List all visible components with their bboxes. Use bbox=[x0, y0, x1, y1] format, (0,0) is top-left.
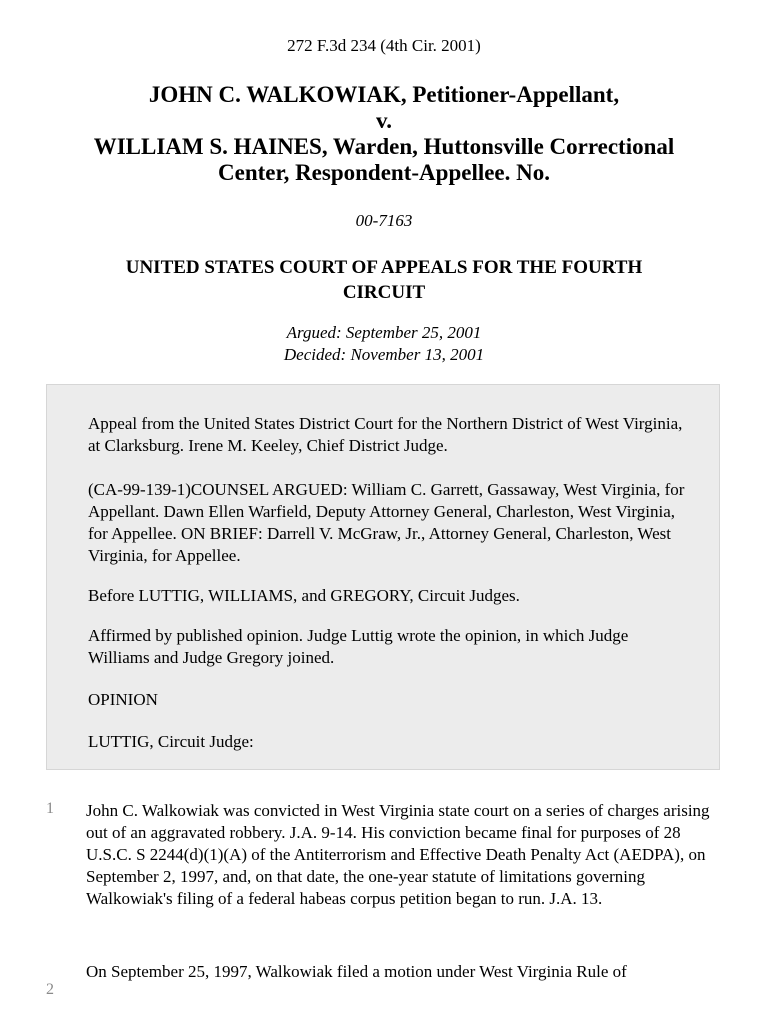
caption-respondent-line2: Center, Respondent-Appellee. No. bbox=[218, 160, 550, 185]
caption-versus: v. bbox=[376, 108, 392, 133]
case-caption bbox=[30, 82, 738, 186]
argued-date: Argued: September 25, 2001 bbox=[286, 323, 482, 342]
panel-judges: Before LUTTIG, WILLIAMS, and GREGORY, Circuit Judges. bbox=[88, 586, 520, 605]
opinion-author: LUTTIG, Circuit Judge: bbox=[88, 732, 254, 751]
opinion-heading: OPINION bbox=[88, 690, 158, 709]
case-citation: 272 F.3d 234 (4th Cir. 2001) bbox=[287, 36, 481, 55]
paragraph-number: 2 bbox=[46, 981, 54, 998]
caption-petitioner: JOHN C. WALKOWIAK, Petitioner-Appellant, bbox=[148, 82, 620, 107]
paragraph-text: John C. Walkowiak was convicted in West Virginia state court on a series of charges arising out of an aggravated robbery. J.A. 9-14. His conviction became final for purposes of 28 U.S.C. S 2244(d)(1)(A) of the Antiterrorism and Effective Death Penalty Act (AEDPA), on September 2, 1997, and, on that date, the one-year statute of limitations governing Walkowiak's filing of a federal habeas corpus petition began to run. J.A. 13. bbox=[86, 801, 710, 908]
disposition: Affirmed by published opinion. Judge Luttig wrote the opinion, in which Judge Williams and Judge Gregory joined. bbox=[88, 626, 629, 667]
caption-respondent-line1: WILLIAM S. HAINES, Warden, Huttonsville Correctional bbox=[93, 134, 675, 159]
paragraph-number: 1 bbox=[46, 800, 54, 817]
court-name-line2: CIRCUIT bbox=[342, 282, 426, 303]
case-dates bbox=[0, 322, 768, 366]
decided-date: Decided: November 13, 2001 bbox=[283, 345, 485, 364]
court-name bbox=[40, 255, 728, 305]
counsel-listing: (CA-99-139-1)COUNSEL ARGUED: William C. Garrett, Gassaway, West Virginia, for Appellant. Dawn Ellen Warfield, Deputy Attorney General, Charleston, West Virginia, for Appellee. ON BRIEF: Darrell V. McGraw, Jr., Attorney General, Charleston, West Virginia, for Appellee. bbox=[88, 480, 685, 565]
case-summary-box bbox=[46, 384, 720, 770]
appeal-origin: Appeal from the United States District Court for the Northern District of West Virginia, at Clarksburg. Irene M. Keeley, Chief District Judge. bbox=[88, 414, 683, 455]
docket-number: 00-7163 bbox=[355, 211, 413, 230]
court-name-line1: UNITED STATES COURT OF APPEALS FOR THE FOURTH bbox=[125, 257, 643, 278]
paragraph-text: On September 25, 1997, Walkowiak filed a motion under West Virginia Rule of bbox=[86, 962, 627, 981]
